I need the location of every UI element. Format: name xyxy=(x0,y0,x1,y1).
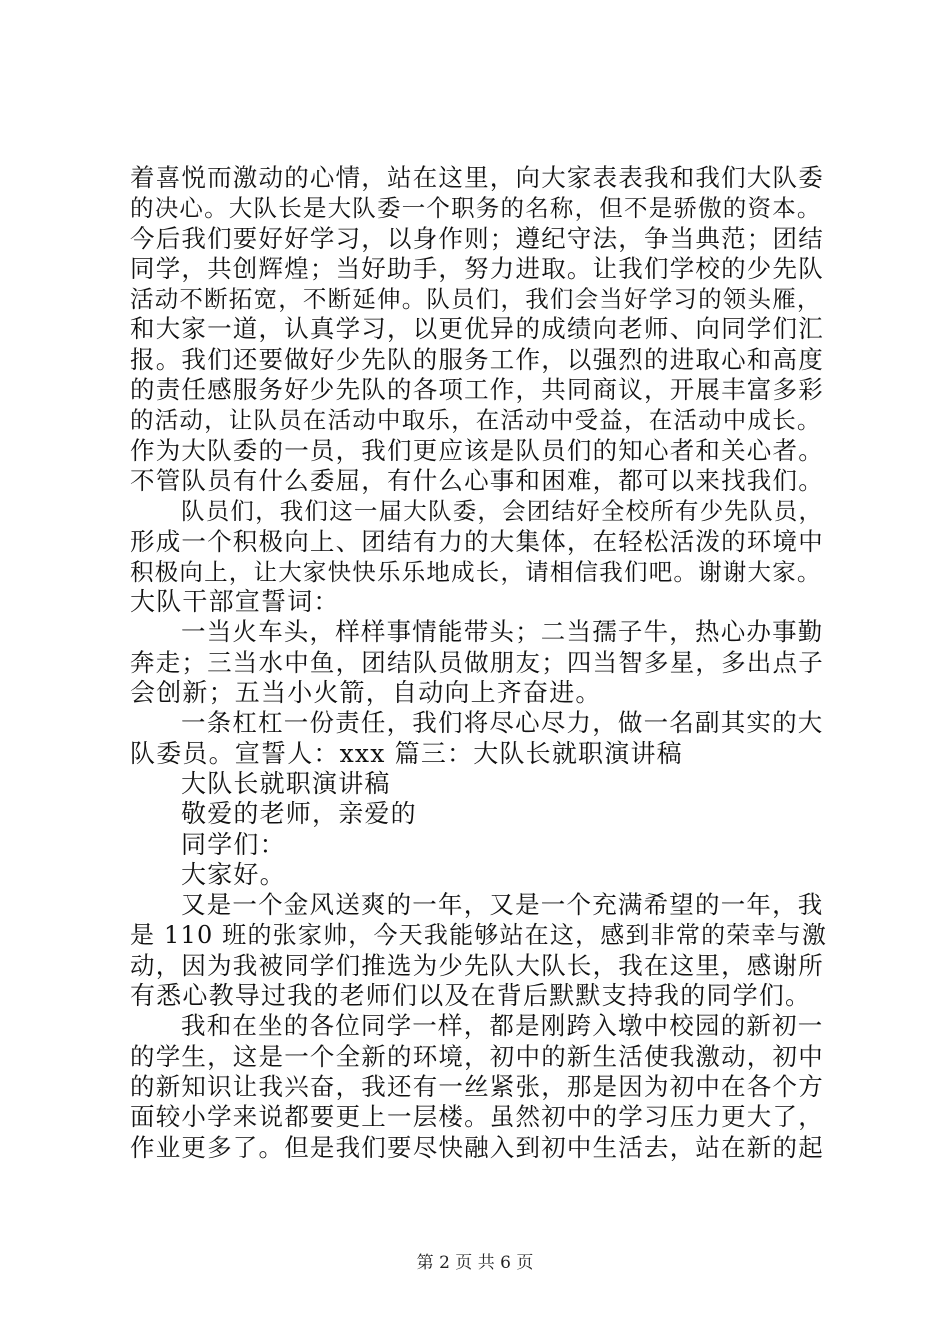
text-line: 队委员。宣誓人：xxx 篇三：大队长就职演讲稿 xyxy=(130,738,683,768)
text-line: 不管队员有什么委屈，有什么心事和困难，都可以来找我们。 xyxy=(130,465,824,495)
text-line: 着喜悦而激动的心情，站在这里，向大家表表我和我们大队委 xyxy=(130,163,824,192)
text-line: 活动不断拓宽，不断延伸。队员们，我们会当好学习的领头雁， xyxy=(130,285,822,314)
text-line: 又是一个金风送爽的一年，又是一个充满希望的一年，我 xyxy=(181,890,824,920)
text-line: 敬爱的老师，亲爱的 xyxy=(181,799,417,829)
text-line: 奔走；三当水中鱼，团结队员做朋友；四当智多星，多出点子 xyxy=(130,647,824,677)
text-line: 一条杠杠一份责任，我们将尽心尽力，做一名副其实的大 xyxy=(181,708,824,738)
text-line: 是 110 班的张家帅，今天我能够站在这，感到非常的荣幸与激 xyxy=(130,921,828,950)
text-line: 有悉心教导过我的老师们以及在背后默默支持我的同学们。 xyxy=(130,981,812,1011)
text-line: 会创新；五当小火箭，自动向上齐奋进。 xyxy=(130,678,602,708)
text-line: 大家好。 xyxy=(181,859,286,889)
document-body xyxy=(130,163,830,1163)
text-line: 作业更多了。但是我们要尽快融入到初中生活去，站在新的起 xyxy=(130,1132,824,1162)
text-line: 同学，共创辉煌；当好助手，努力进取。让我们学校的少先队 xyxy=(130,253,824,283)
text-line: 的责任感服务好少先队的各项工作，共同商议，开展丰富多彩 xyxy=(130,375,824,405)
text-line: 和大家一道，认真学习，以更优异的成绩向老师、向同学们汇 xyxy=(130,314,824,344)
page-footer: 第 2 页 共 6 页 xyxy=(416,1253,534,1273)
text-line: 面较小学来说都要更上一层楼。虽然初中的学习压力更大了， xyxy=(130,1102,824,1132)
text-line: 队员们，我们这一届大队委，会团结好全校所有少先队员， xyxy=(181,497,824,526)
text-line: 报。我们还要做好少先队的服务工作，以强烈的进取心和高度 xyxy=(130,344,824,374)
text-line: 大队干部宣誓词： xyxy=(130,587,340,617)
text-line: 大队长就职演讲稿 xyxy=(181,768,391,798)
text-line: 的活动，让队员在活动中取乐，在活动中受益，在活动中成长。 xyxy=(130,406,822,435)
text-line: 的新知识让我兴奋，我还有一丝紧张，那是因为初中在各个方 xyxy=(130,1071,824,1101)
text-line: 的决心。大队长是大队委一个职务的名称，但不是骄傲的资本。 xyxy=(130,194,822,223)
text-line: 我和在坐的各位同学一样，都是刚跨入墩中校园的新初一 xyxy=(181,1011,824,1041)
text-line: 动，因为我被同学们推选为少先队大队长，我在这里，感谢所 xyxy=(130,950,824,980)
text-line: 作为大队委的一员，我们更应该是队员们的知心者和关心者。 xyxy=(130,435,824,465)
text-line: 的学生，这是一个全新的环境，初中的新生活使我激动，初中 xyxy=(130,1041,824,1071)
text-line: 积极向上，让大家快快乐乐地成长，请相信我们吧。谢谢大家。 xyxy=(130,557,822,586)
text-line: 同学们： xyxy=(181,829,286,859)
text-line: 一当火车头，样样事情能带头；二当孺子牛，热心办事勤 xyxy=(181,617,824,647)
text-line: 形成一个积极向上、团结有力的大集体，在轻松活泼的环境中 xyxy=(130,526,824,556)
text-line: 今后我们要好好学习，以身作则；遵纪守法，争当典范；团结 xyxy=(130,223,824,253)
